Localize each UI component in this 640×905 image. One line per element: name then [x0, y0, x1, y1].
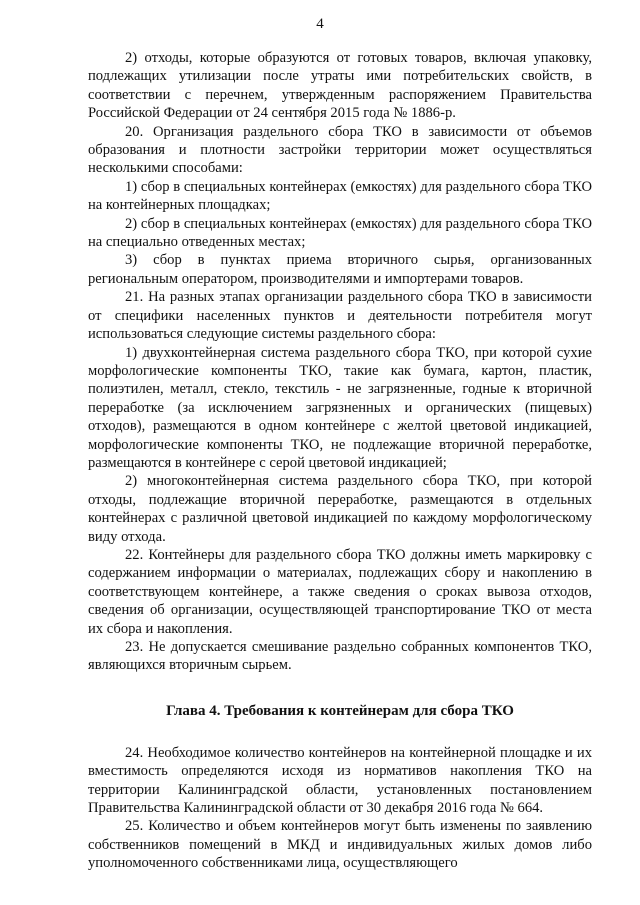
- chapter-heading: Глава 4. Требования к контейнерам для сбора ТКО: [166, 702, 514, 719]
- paragraph: 23. Не допускается смешивание раздельно собранных компонентов ТКО, являющихся вторичным сырьем.: [88, 639, 592, 674]
- paragraph: 25. Количество и объем контейнеров могут быть изменены по заявлению собственников помещений в МКД и индивидуальных жилых домов либо уполномоченного собственниками лица, осуществляющего: [88, 818, 592, 872]
- paragraph: 22. Контейнеры для раздельного сбора ТКО должны иметь маркировку с содержанием информации о материалах, подлежащих сбору и накоплению в соответствующем контейнере, а также сведения о сроках вывоза отходов, сведения об организации, осуществляющей транспортирование ТКО от места их сбора и накопления.: [88, 546, 592, 637]
- paragraph: 20. Организация раздельного сбора ТКО в зависимости от объемов образования и плотности застройки территории может осуществляться несколькими способами:: [88, 123, 592, 177]
- paragraph: 21. На разных этапах организации раздельного сбора ТКО в зависимости от специфики населенных пунктов и деятельности потребителя могут использоваться следующие системы раздельного сбора:: [88, 289, 592, 343]
- paragraph: 2) сбор в специальных контейнерах (емкостях) для раздельного сбора ТКО на специально отведенных местах;: [88, 215, 592, 251]
- page-number: 4: [316, 16, 324, 32]
- paragraph: 2) отходы, которые образуются от готовых товаров, включая упаковку, подлежащих утилизации после утраты ими потребительских свойств, в соответствии с перечнем, утвержденным распоряжением Правительства Российской Федерации от 24 сентября 2015 года № 1886-р.: [88, 50, 592, 122]
- paragraph: 1) сбор в специальных контейнерах (емкостях) для раздельного сбора ТКО на контейнерных площадках;: [88, 178, 592, 214]
- paragraph: 24. Необходимое количество контейнеров на контейнерной площадке и их вместимость определяются исходя из нормативов накопления ТКО на территории Калининградской области, установленных постановлением Правительства Калининградской области от 30 декабря 2016 года № 664.: [88, 744, 592, 817]
- paragraph: 2) многоконтейнерная система раздельного сбора ТКО, при которой отходы, подлежащие вторичной переработке, размещаются в отдельных контейнерах с различной цветовой индикацией по каждому морфологическому виду отхода.: [88, 473, 592, 545]
- document-body: [88, 49, 592, 873]
- paragraph: 3) сбор в пунктах приема вторичного сырья, организованных региональным оператором, производителями и импортерами товаров.: [88, 252, 592, 287]
- paragraph: 1) двухконтейнерная система раздельного сбора ТКО, при которой сухие морфологические компоненты ТКО, такие как бумага, картон, пластик, полиэтилен, металл, стекло, текстиль - не загрязненные, годные к вторичной переработке (за исключением загрязненных и органических (пищевых) отходов), размещаются в одном контейнере с желтой цветовой индикацией, морфологические компоненты ТКО, не подлежащие вторичной переработке, размещаются в контейнере с серой цветовой индикацией;: [88, 344, 592, 471]
